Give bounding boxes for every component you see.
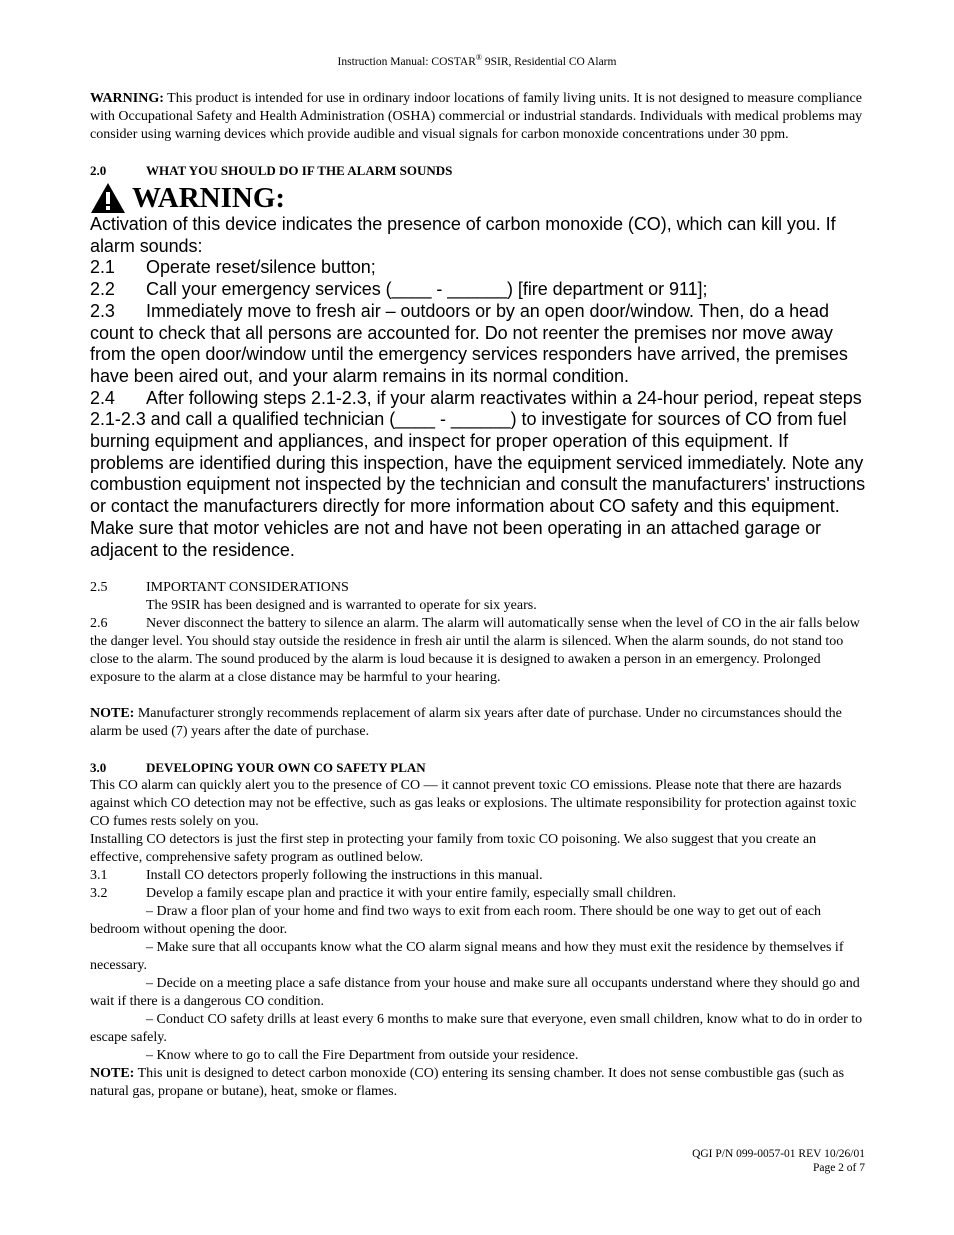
warning-banner	[90, 182, 866, 214]
note-label: NOTE:	[90, 706, 135, 722]
running-header	[0, 55, 954, 69]
activation-text: Activation of this device indicates the presence of carbon monoxide (CO), which can kill you. If alarm sounds:	[90, 214, 836, 256]
section-3-heading	[90, 759, 866, 777]
escape-plan-bullet: – Know where to go to call the Fire Department from outside your residence.	[146, 1048, 579, 1064]
escape-plan-bullet: – Conduct CO safety drills at least every 6 months to make sure that everyone, even small children, know what to do in order to escape safely.	[90, 1012, 863, 1046]
part-number: QGI P/N 099-0057-01 REV 10/26/01	[692, 1148, 865, 1160]
section-3-paragraph-2: Installing CO detectors is just the first step in protecting your family from toxic CO poisoning. We also suggest that you create an effective, comprehensive safety program as outlined below.	[90, 832, 817, 866]
warning-title: WARNING:	[132, 182, 286, 214]
detection-note: NOTE: This unit is designed to detect carbon monoxide (CO) entering its sensing chamber. It does not sense combustible gas (such as natural gas, propane or butane), heat, smoke or flames.	[90, 1066, 845, 1100]
section-2-heading	[90, 162, 866, 180]
warning-triangle-icon	[90, 182, 126, 214]
escape-plan-bullet: – Decide on a meeting place a safe distance from your house and make sure all occupants understand where they should go and wait if there is a dangerous CO condition.	[90, 976, 860, 1010]
replacement-note: NOTE: Manufacturer strongly recommends replacement of alarm six years after date of purchase. Under no circumstances should the alarm be used (7) years after the date of purchase.	[90, 706, 842, 740]
note-label: NOTE:	[90, 1066, 135, 1082]
intro-warning-text: This product is intended for use in ordinary indoor locations of family living units. It is not designed to measure compliance with Occupational Safety and Health Administration (OSHA) commercial or industrial standards. Individuals with medical problems may consider using warning devices which provide audible and visual signals for carbon monoxide concentrations under 30 ppm.	[90, 91, 863, 142]
escape-plan-bullet: – Make sure that all occupants know what the CO alarm signal means and how they must exit the residence by themselves if necessary.	[90, 940, 844, 974]
intro-warning-paragraph	[90, 90, 866, 144]
section-2-number: 2.0	[90, 163, 107, 178]
header-text-after: 9SIR, Residential CO Alarm	[481, 56, 617, 68]
step-2-1: 2.1 Operate reset/silence button;	[90, 257, 376, 278]
section-2-title: WHAT YOU SHOULD DO IF THE ALARM SOUNDS	[146, 163, 453, 178]
item-3-2: 3.2 Develop a family escape plan and practice it with your entire family, especially small children.	[90, 886, 677, 902]
page-number: Page 2 of 7	[812, 1162, 865, 1174]
item-2-5-text: The 9SIR has been designed and is warranted to operate for six years.	[146, 598, 537, 614]
escape-plan-bullet: – Draw a floor plan of your home and find two ways to exit from each room. There should be one way to get out of each bedroom without opening the door.	[90, 904, 822, 938]
intro-warning-label: WARNING:	[90, 91, 164, 106]
item-3-1: 3.1 Install CO detectors properly following the instructions in this manual.	[90, 868, 543, 884]
step-2-3: 2.3 Immediately move to fresh air – outdoors or by an open door/window. Then, do a head count to check that all persons are accounted for. Do not reenter the premises nor move away from the open door/window until the emergency services responders have arrived, the premises have been aired out, and your alarm remains in its normal condition.	[90, 300, 848, 386]
step-2-4: 2.4 After following steps 2.1-2.3, if your alarm reactivates within a 24-hour period, repeat steps 2.1-2.3 and call a qualified technician (____ - ______) to investigate for sources of CO from fuel burning equipment and appliances, and inspect for proper operation of this equipment. If problems are identified during this inspection, have the equipment serviced immediately. Note any combustion equipment not inspected by the technician and consult the manufacturers' instructions or contact the manufacturers directly for more information about CO safety and this equipment. Make sure that motor vehicles are not and have not been operating in an attached garage or adjacent to the residence.	[90, 387, 866, 560]
alarm-steps-block	[90, 214, 866, 561]
item-2-5-heading: 2.5 IMPORTANT CONSIDERATIONS	[90, 580, 349, 596]
registered-mark: ®	[475, 53, 482, 63]
section-3-number: 3.0	[90, 760, 107, 776]
page-content	[90, 90, 866, 1101]
step-2-2: 2.2 Call your emergency services (____ - ______) [fire department or 911];	[90, 279, 708, 300]
section-3-paragraph-1: This CO alarm can quickly alert you to the presence of CO — it cannot prevent toxic CO emissions. Please note that there are hazards against which CO detection may not be effective, such as gas leaks or explosions. The ultimate responsibility for protection against toxic CO fumes rests solely on you.	[90, 778, 857, 830]
section-3-title: DEVELOPING YOUR OWN CO SAFETY PLAN	[146, 760, 426, 776]
item-2-6: 2.6 Never disconnect the battery to silence an alarm. The alarm will automatically sense when the level of CO in the air falls below the danger level. You should stay outside the residence in fresh air until the alarm is silenced. When the alarm sounds, do not stand too close to the alarm. The sound produced by the alarm is loud because it is designed to awaken a person in an emergency. Prolonged exposure to the alarm at a close distance may be harmful to your hearing.	[90, 616, 860, 686]
header-text: Instruction Manual: COSTAR	[337, 56, 476, 68]
page-footer	[692, 1147, 865, 1175]
